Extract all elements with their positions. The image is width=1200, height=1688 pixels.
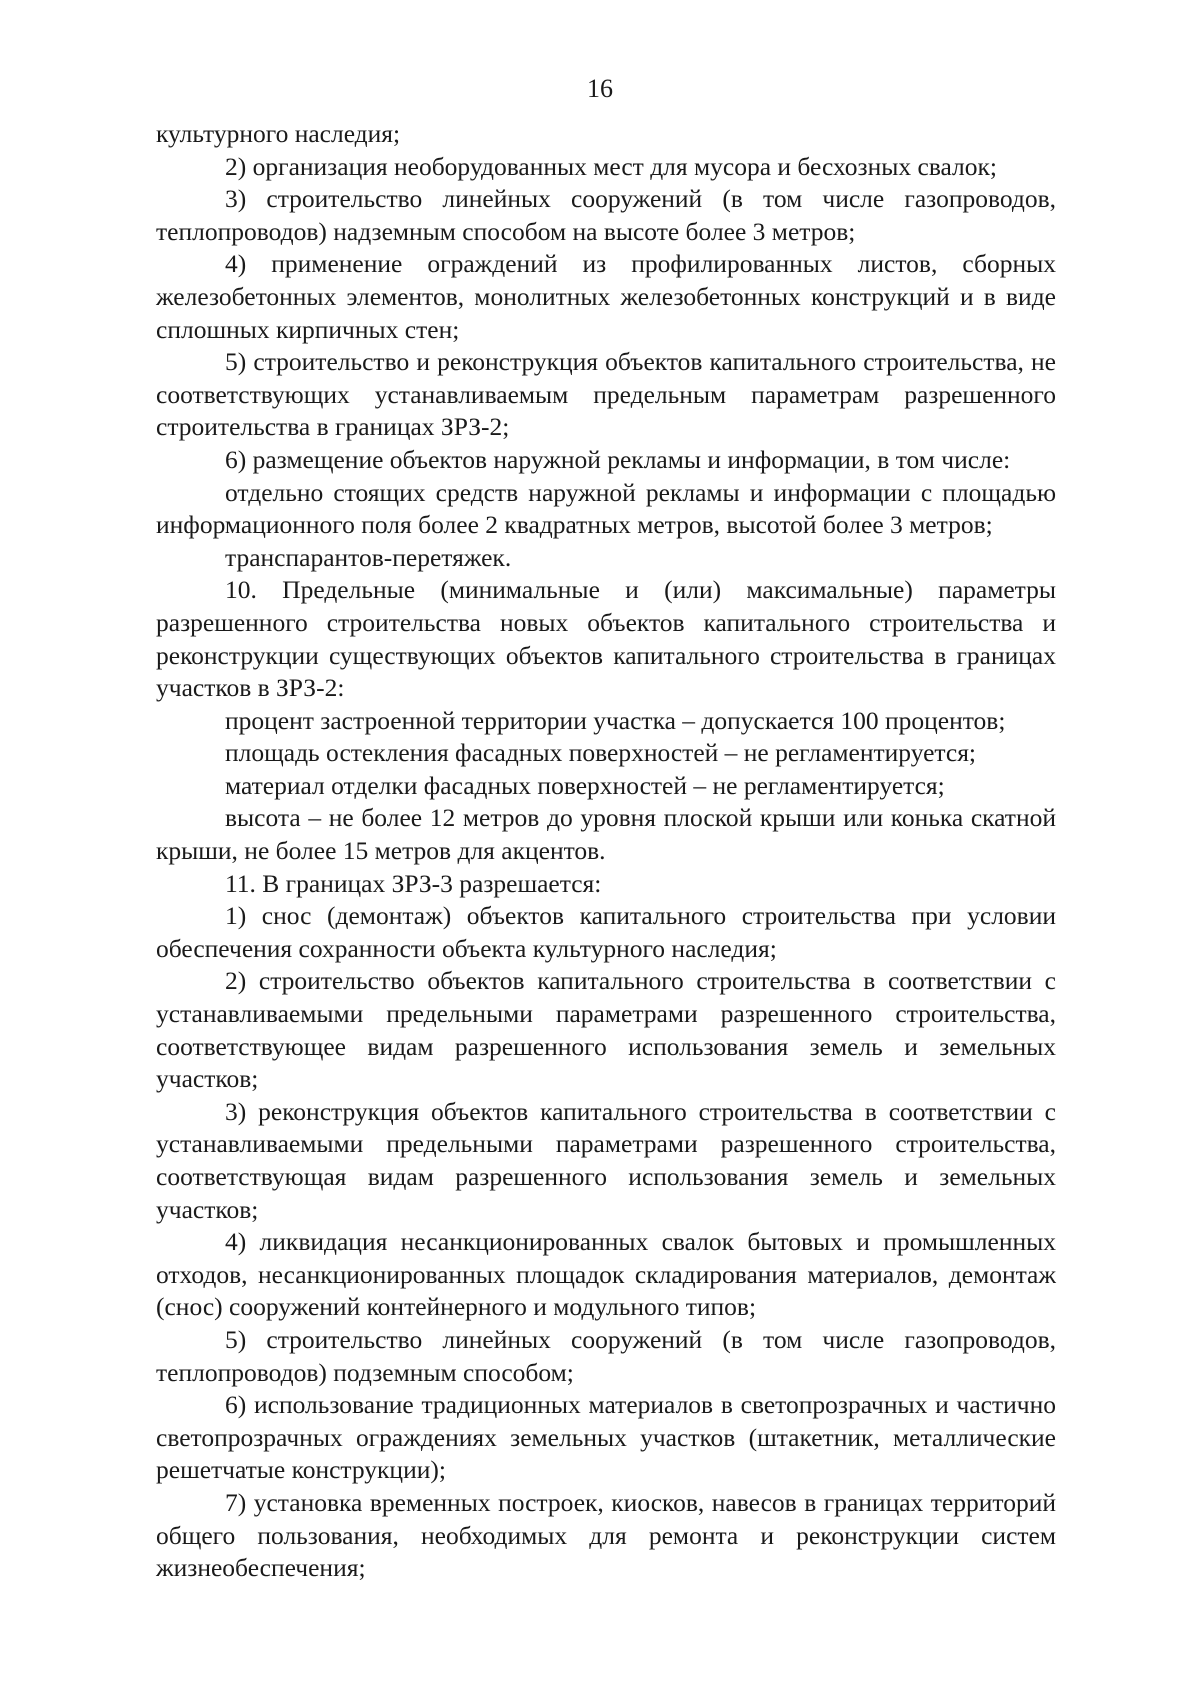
- paragraph: 2) строительство объектов капитального строительства в соответствии с устанавливаемыми предельными параметрами разрешенного строительства, соответствующее видам разрешенного использования земель и земельных участков;: [156, 966, 1056, 1094]
- paragraph: площадь остекления фасадных поверхностей – не регламентируется;: [225, 738, 977, 768]
- paragraph: 11. В границах ЗРЗ-3 разрешается:: [225, 868, 602, 898]
- paragraph: процент застроенной территории участка – допускается 100 процентов;: [225, 705, 1006, 735]
- paragraph: 5) строительство линейных сооружений (в том числе газопроводов, теплопроводов) подземным способом;: [156, 1324, 1056, 1387]
- paragraph: 3) строительство линейных сооружений (в том числе газопроводов, теплопроводов) надземным способом на высоте более 3 метров;: [156, 184, 1056, 246]
- paragraph: отдельно стоящих средств наружной рекламы и информации с площадью информационного поля более 2 квадратных метров, высотой более 3 метров;: [156, 477, 1056, 540]
- paragraph: 4) применение ограждений из профилированных листов, сборных железобетонных элементов, монолитных железобетонных конструкций и в виде сплошных кирпичных стен;: [156, 249, 1056, 344]
- paragraph: 1) снос (демонтаж) объектов капитального строительства при условии обеспечения сохранности объекта культурного наследия;: [156, 901, 1056, 963]
- paragraph: культурного наследия;: [156, 119, 401, 148]
- paragraph: транспарантов-перетяжек.: [225, 542, 512, 572]
- paragraph: 5) строительство и реконструкция объектов капитального строительства, не соответствующих устанавливаемым предельным параметрам разрешенного строительства в границах ЗРЗ-2;: [156, 347, 1056, 442]
- page-number: 16: [587, 74, 613, 103]
- paragraph: материал отделки фасадных поверхностей – не регламентируется;: [225, 770, 945, 800]
- paragraph: 7) установка временных построек, киосков, навесов в границах территорий общего пользования, необходимых для ремонта и реконструкции систем жизнеобеспечения;: [156, 1487, 1056, 1583]
- paragraph: 6) использование традиционных материалов в светопрозрачных и частично светопрозрачных ограждениях земельных участков (штакетник, металлические решетчатые конструкции);: [156, 1390, 1056, 1485]
- paragraph: высота – не более 12 метров до уровня плоской крыши или конька скатной крыши, не более 15 метров для акцентов.: [156, 803, 1056, 866]
- document-body: [156, 118, 1056, 1585]
- paragraph: 3) реконструкция объектов капитального строительства в соответствии с устанавливаемыми предельными параметрами разрешенного строительства, соответствующая видам разрешенного использования земель и земельных участков;: [156, 1096, 1056, 1224]
- paragraph: 10. Предельные (минимальные и (или) максимальные) параметры разрешенного строительства новых объектов капитального строительства и реконструкции существующих объектов капитального строительства в границах участков в ЗРЗ-2:: [156, 575, 1056, 703]
- paragraph: 6) размещение объектов наружной рекламы и информации, в том числе:: [225, 444, 1011, 474]
- paragraph: 4) ликвидация несанкционированных свалок бытовых и промышленных отходов, несанкционированных площадок складирования материалов, демонтаж (снос) сооружений контейнерного и модульного типов;: [156, 1227, 1056, 1322]
- paragraph: 2) организация необорудованных мест для мусора и бесхозных свалок;: [225, 151, 998, 181]
